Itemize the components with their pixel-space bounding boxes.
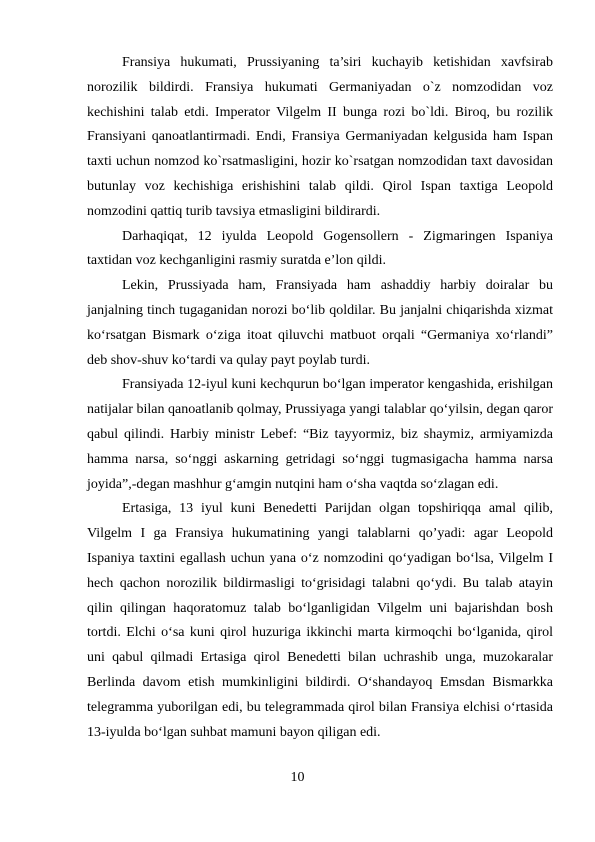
paragraph-5: Ertasiga, 13 iyul kuni Benedetti Parijdan olgan topshiriqqa amal qilib, Vilgelm I ga Fransiya hukumatining yangi talablarni qo’yadi: agar Leopold Ispaniya taxtini egallash uchun yana o‘z nomzodini qo‘yadigan bo‘lsa, Vilgelm I hech qachon norozilik bildirmasligi to‘grisidagi talabni qo‘ydi. Bu talab atayin qilin qilingan haqoratomuz talab bo‘lganligidan Vilgelm uni bajarishdan bosh tortdi. Elchi o‘sa kuni qirol huzuriga ikkinchi marta kirmoqchi bo‘lganida, qirol uni qabul qilmadi Ertasiga qirol Benedetti bilan uchrashib unga, muzokaralar Berlinda davom etish mumkinligini bildirdi. O‘shandayoq Emsdan Bismarkka telegramma yuborilgan edi, bu telegrammada qirol bilan Fransiya elchisi o‘rtasida 13-iyulda bo‘lgan suhbat mamuni bayon qiligan edi. [87,501,553,740]
paragraph-4: Fransiyada 12-iyul kuni kechqurun bo‘lgan imperator kengashida, erishilgan natijalar bilan qanoatlanib qolmay, Prussiyaga yangi talablar qo‘yilsin, degan qaror qabul qilindi. Harbiy ministr Lebef: “Biz tayyormiz, biz shaymiz, armiyamizda hamma narsa, so‘nggi askarning getridagi so‘nggi tugmasigacha hamma narsa joyida”,-degan mashhur g‘amgin nutqini ham o‘sha vaqtda so‘zlagan edi. [87,377,553,492]
paragraph-3: Lekin, Prussiyada ham, Fransiyada ham ashaddiy harbiy doiralar bu janjalning tinch tugaganidan norozi bo‘lib qoldilar. Bu janjalni chiqarishda xizmat ko‘rsatgan Bismark o‘ziga itoat qiluvchi matbuot orqali “Germaniya xo‘rlandi” deb shov-shuv ko‘tardi va qulay payt poylab turdi. [87,278,553,368]
document-body [87,51,553,745]
paragraph-2: Darhaqiqat, 12 iyulda Leopold Gogensollern - Zigmaringen Ispaniya taxtidan voz kechganligini rasmiy suratda e’lon qildi. [87,228,553,269]
page-number: 10 [290,770,305,785]
paragraph-1: Fransiya hukumati, Prussiyaning ta’siri kuchayib ketishidan xavfsirab norozilik bildirdi. Fransiya hukumati Germaniyadan o`z nomzodidan voz kechishini talab etdi. Imperator Vilgelm II bunga rozi bo`ldi. Biroq, bu rozilik Fransiyani qanoatlantirmadi. Endi, Fransiya Germaniyadan kelgusida ham Ispan taxti uchun nomzod ko`rsatmasligini, hozir ko`rsatgan nomzodidan taxt davosidan butunlay voz kechishiga erishishini talab qildi. Qirol Ispan taxtiga Leopold nomzodini qattiq turib tavsiya etmasligini bildirardi. [87,55,553,219]
